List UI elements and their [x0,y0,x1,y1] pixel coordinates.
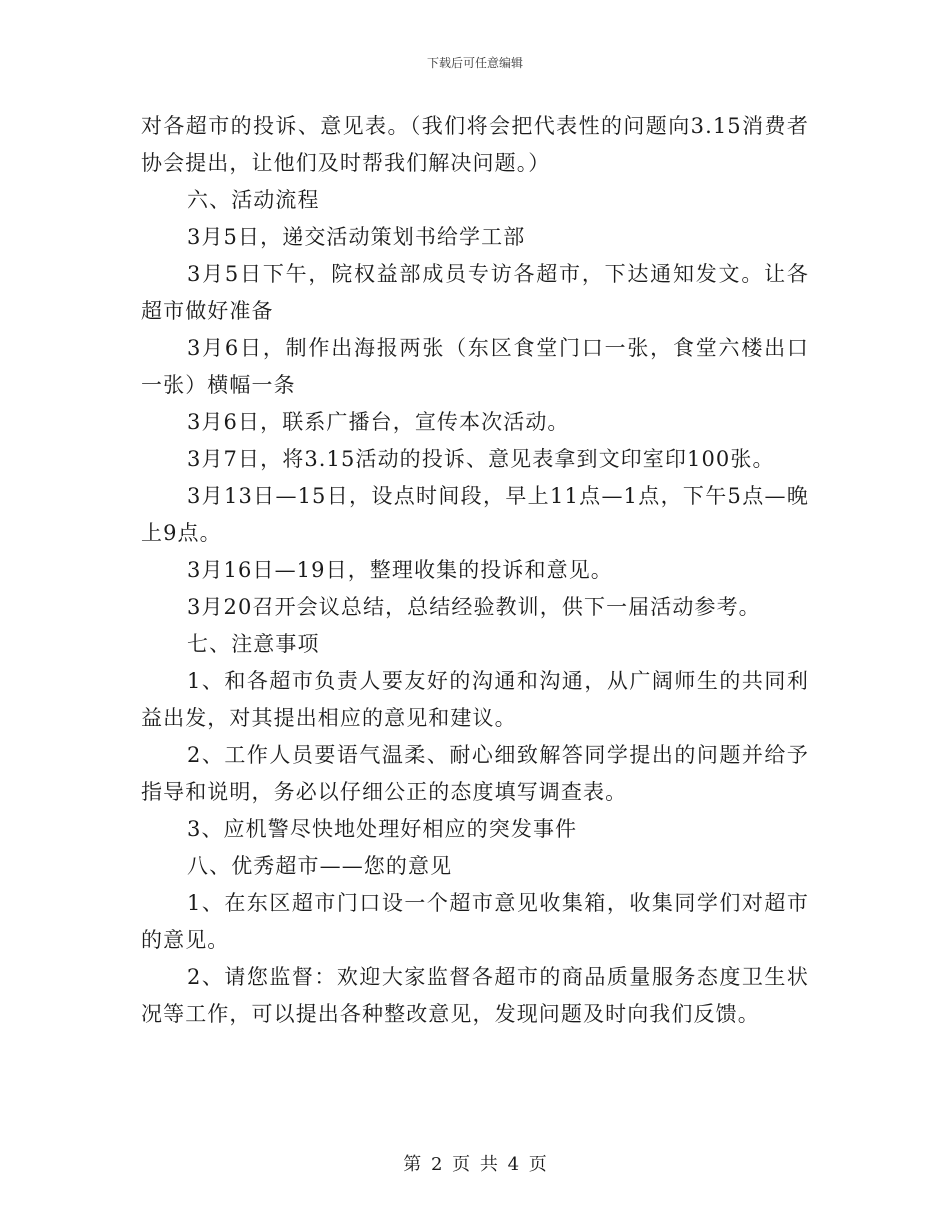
page-header: 下载后可任意编辑 [426,56,523,70]
paragraph: 七、注意事项 [187,632,320,656]
paragraph: 3月16日—19日，整理收集的投诉和意见。 [187,558,613,582]
paragraph: 3月5日，递交活动策划书给学工部 [187,225,526,249]
page-footer: 第 2 页 共 4 页 [403,1154,547,1175]
paragraph: 1、和各超市负责人要友好的沟通和沟通，从广阔师生的共同利益出发，对其提出相应的意见和建议。 [141,669,809,730]
paragraph: 六、活动流程 [187,188,320,212]
paragraph: 3月6日，制作出海报两张（东区食堂门口一张，食堂六楼出口一张）横幅一条 [141,336,809,397]
paragraph: 3月13日—15日，设点时间段，早上11点—1点，下午5点—晚上9点。 [141,484,809,545]
paragraph: 3月5日下午，院权益部成员专访各超市，下达通知发文。让各超市做好准备 [141,262,809,323]
paragraph: 3月20召开会议总结，总结经验教训，供下一届活动参考。 [187,595,761,619]
paragraph: 对各超市的投诉、意见表。（我们将会把代表性的问题向3.15消费者协会提出，让他们及时帮我们解决问题。） [141,114,809,175]
document-body [141,108,809,1033]
paragraph: 2、请您监督：欢迎大家监督各超市的商品质量服务态度卫生状况等工作，可以提出各种整改意见，发现问题及时向我们反馈。 [141,965,809,1026]
paragraph: 3月7日，将3.15活动的投诉、意见表拿到文印室印100张。 [187,447,775,471]
paragraph: 3月6日，联系广播台，宣传本次活动。 [187,410,570,434]
paragraph: 2、工作人员要语气温柔、耐心细致解答同学提出的问题并给予指导和说明，务必以仔细公正的态度填写调查表。 [141,743,809,804]
paragraph: 八、优秀超市——您的意见 [187,854,453,878]
paragraph: 3、应机警尽快地处理好相应的突发事件 [187,817,578,841]
paragraph: 1、在东区超市门口设一个超市意见收集箱，收集同学们对超市的意见。 [141,891,809,952]
